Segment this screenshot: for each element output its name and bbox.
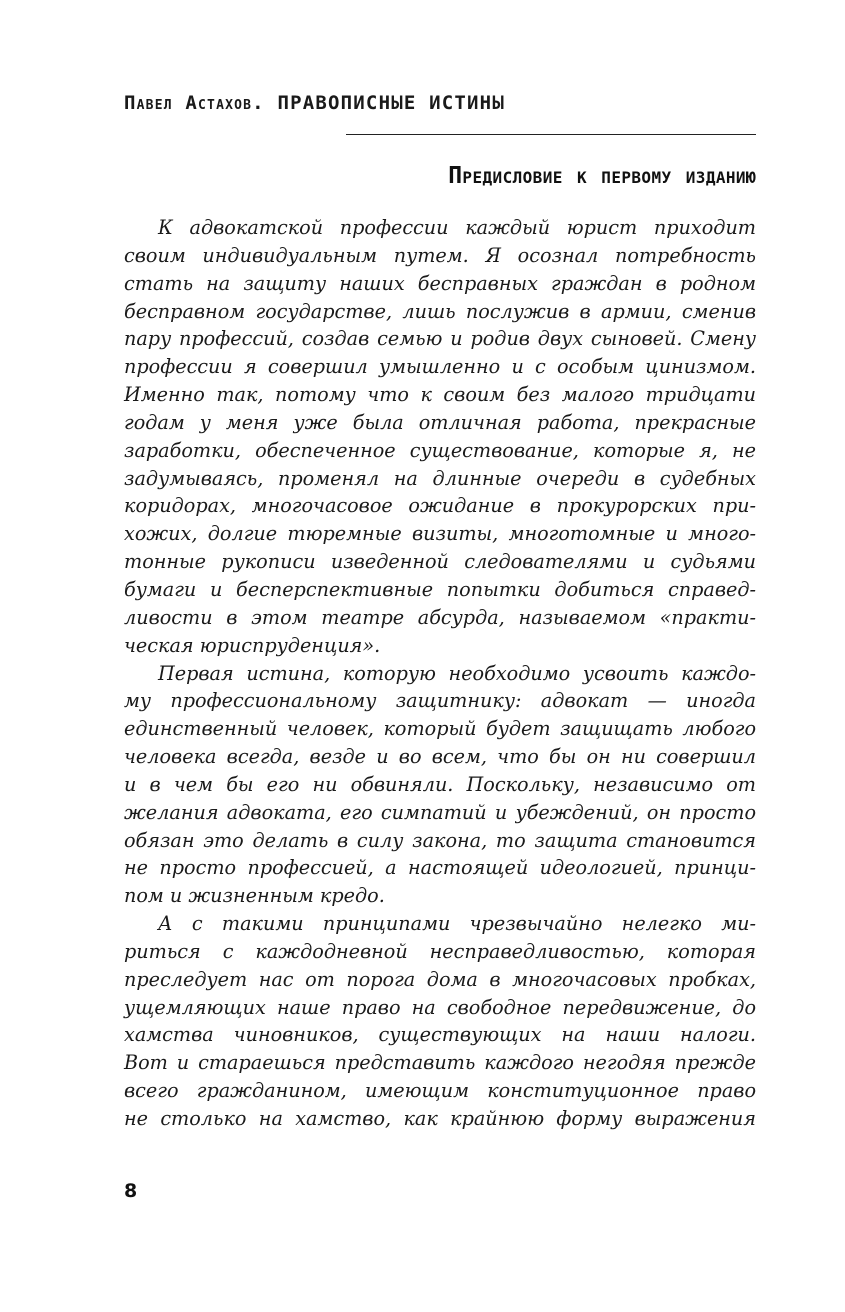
text-line: тонные рукописи изведенной следователями и судьями [124, 550, 756, 574]
text-line: хожих, долгие тюремные визиты, многотомные и много- [124, 522, 756, 546]
text-line: заработки, обеспеченное существование, которые я, не [124, 438, 756, 462]
text-line: коридорах, многочасовое ожидание в прокурорских при- [124, 494, 756, 518]
text-line: му профессиональному защитнику: адвокат — иногда [124, 689, 756, 713]
chapter-title: Предисловие к первому изданию [448, 163, 756, 189]
text-line: пару профессий, создав семью и родив двух сыновей. Смену [124, 327, 756, 351]
text-line: преследует нас от порога дома в многочасовых пробках, [124, 967, 756, 991]
text-line: хамства чиновников, существующих на наши налоги. [124, 1023, 756, 1047]
text-line: всего гражданином, имеющим конституционное право [124, 1079, 756, 1103]
text-line: ущемляющих наше право на свободное передвижение, до [124, 995, 756, 1019]
text-line: обязан это делать в силу закона, то защита становится [124, 828, 756, 852]
text-line: единственный человек, который будет защищать любого [124, 717, 756, 741]
text-line: человека всегда, везде и во всем, что бы он ни совершил [124, 745, 756, 769]
text-line: и в чем бы его ни обвиняли. Поскольку, независимо от [124, 772, 756, 796]
text-line: бумаги и бесперспективные попытки добиться справед- [124, 577, 756, 601]
text-line: задумываясь, променял на длинные очереди в судебных [124, 466, 756, 490]
body-text [124, 214, 756, 1133]
text-line: пом и жизненным кредо. [124, 884, 385, 908]
text-line: бесправном государстве, лишь послужив в армии, сменив [124, 299, 756, 323]
text-line: ческая юриспруденция». [124, 633, 381, 657]
text-line: годам у меня уже была отличная работа, прекрасные [124, 410, 756, 434]
text-line: профессии я совершил умышленно и с особым цинизмом. [124, 355, 756, 379]
text-line: стать на защиту наших бесправных граждан в родном [124, 271, 756, 295]
text-line: своим индивидуальным путем. Я осознал потребность [124, 243, 756, 267]
header-rule [346, 134, 756, 135]
running-header: Павел Астахов. ПРАВОПИСНЫЕ ИСТИНЫ [124, 92, 505, 114]
paragraph [124, 660, 756, 911]
text-line: желания адвоката, его симпатий и убеждений, он просто [124, 800, 756, 824]
text-line: не столько на хамство, как крайнюю форму выражения [124, 1107, 756, 1130]
text-line: не просто профессией, а настоящей идеологией, принци- [124, 856, 756, 880]
text-line: Именно так, потому что к своим без малого тридцати [124, 383, 756, 407]
text-line: К адвокатской профессии каждый юрист приходит [158, 216, 756, 239]
text-line: Первая истина, которую необходимо усвоить каждо- [158, 661, 756, 685]
text-line: ливости в этом театре абсурда, называемом «практи- [124, 605, 756, 629]
text-line: Вот и стараешься представить каждого негодяя прежде [124, 1051, 756, 1075]
text-line: риться с каждодневной несправедливостью, которая [124, 939, 756, 963]
page-number: 8 [124, 1180, 138, 1202]
paragraph [124, 910, 756, 1133]
text-line: А с такими принципами чрезвычайно нелегко ми- [158, 912, 756, 936]
paragraph [124, 214, 756, 660]
